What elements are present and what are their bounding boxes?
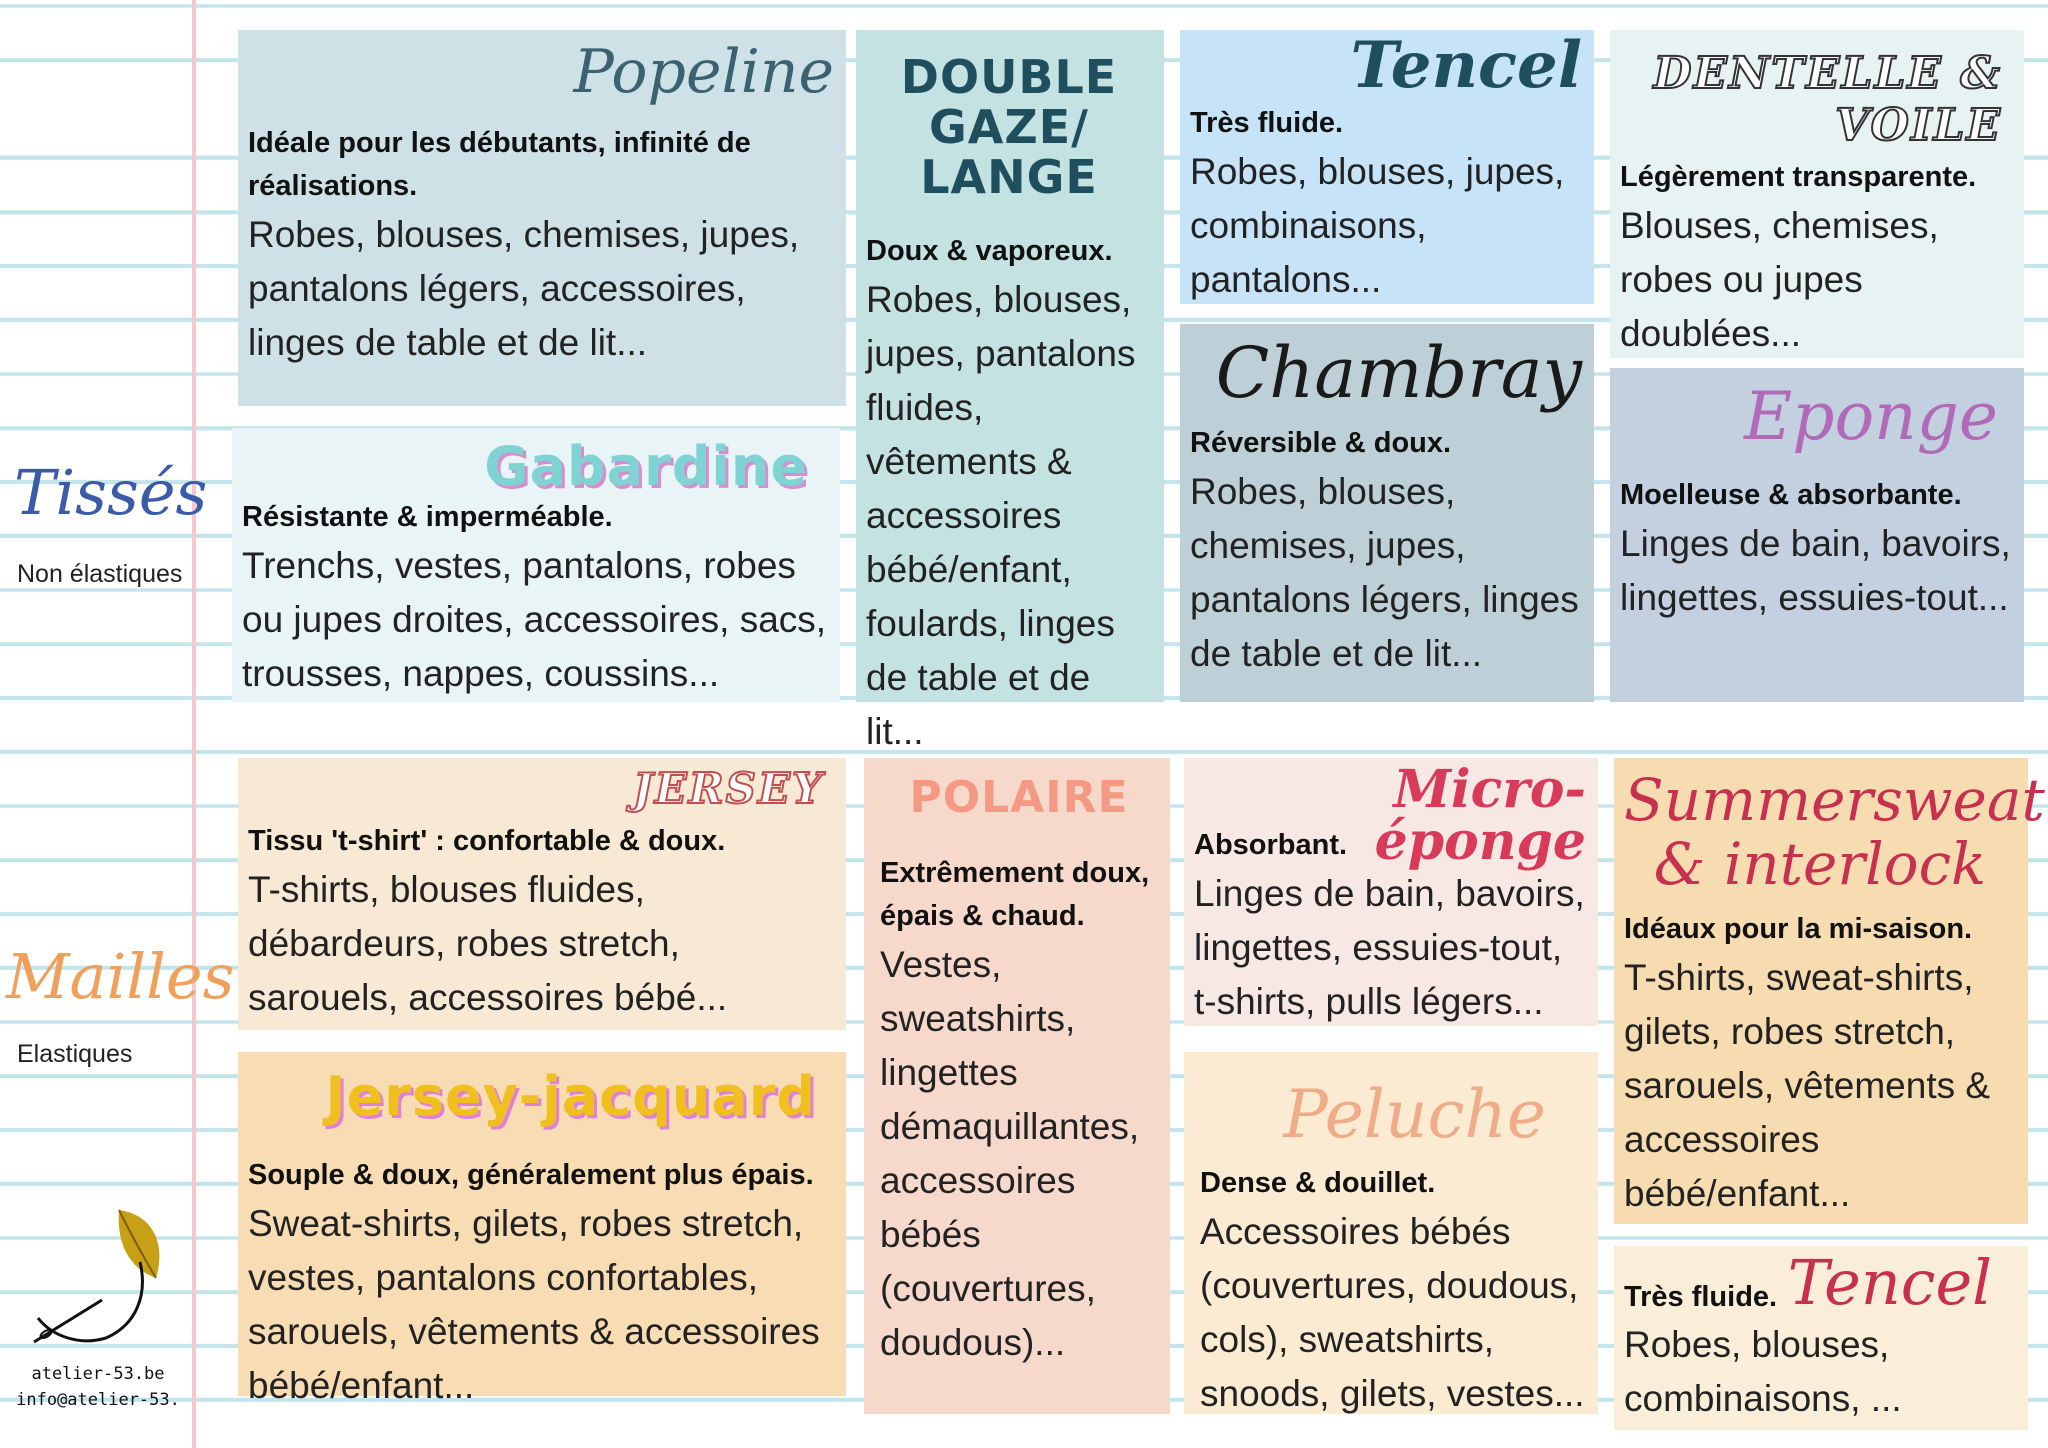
card-title: POLAIRE <box>909 772 1129 823</box>
card-title: Chambray <box>1215 332 1582 414</box>
category-subtitle-woven: Non élastiques <box>17 560 183 588</box>
card-description: Vestes, sweatshirts, lingettes démaquillantes, accessoires bébés (couvertures, doudous)... <box>880 944 1140 1363</box>
card-summersweat <box>1614 758 2045 1224</box>
card-subtitle: Réversible & doux. <box>1190 427 1452 459</box>
card-description: Robes, blouses, chemises, jupes, pantalons légers, linges de table et de lit... <box>1190 471 1579 674</box>
leaf-needle-icon <box>24 1200 174 1350</box>
card-jersey <box>238 758 846 1030</box>
card-subtitle: Dense & douillet. <box>1200 1167 1436 1199</box>
card-subtitle: Tissu 't-shirt' : confortable & doux. <box>248 825 726 857</box>
category-title-knit: Mailles <box>6 940 235 1013</box>
card-title: Tencel <box>1350 28 1582 103</box>
card-subtitle: Très fluide. <box>1624 1281 1778 1313</box>
card-title: DOUBLE GAZE/ LANGE <box>900 50 1118 204</box>
card-eponge <box>1610 368 2024 702</box>
card-title: Micro-éponge <box>1374 759 1586 872</box>
card-title: JERSEY <box>632 764 824 813</box>
card-double-gaze <box>856 30 1164 752</box>
card-tencel-knit <box>1614 1246 2028 1430</box>
card-subtitle: Extrêmement doux, épais & chaud. <box>880 857 1150 932</box>
card-description: Robes, blouses, combinaisons, ... <box>1624 1324 1902 1419</box>
card-description: Linges de bain, bavoirs, lingettes, essuies-tout... <box>1620 523 2011 618</box>
category-title-woven: Tissés <box>14 456 208 529</box>
card-peluche <box>1184 1052 1598 1414</box>
card-subtitle: Idéale pour les débutants, infinité de réalisations. <box>248 127 751 202</box>
card-subtitle: Doux & vaporeux. <box>866 235 1113 267</box>
card-polaire <box>864 758 1170 1414</box>
card-subtitle: Moelleuse & absorbante. <box>1620 479 1962 511</box>
card-subtitle: Idéaux pour la mi-saison. <box>1624 913 1973 945</box>
card-description: T-shirts, sweat-shirts, gilets, robes stretch, sarouels, vêtements & accessoires bébé/enfant... <box>1624 957 1991 1214</box>
card-jersey-jacquard <box>238 1052 846 1406</box>
card-micro-eponge <box>1184 758 1598 1026</box>
card-description: Accessoires bébés (couvertures, doudous, cols), sweatshirts, snoods, gilets, vestes... <box>1200 1211 1585 1414</box>
card-subtitle: Souple & doux, généralement plus épais. <box>248 1159 814 1191</box>
card-description: Robes, blouses, chemises, jupes, pantalons légers, accessoires, linges de table et de lit... <box>248 214 800 363</box>
card-popeline <box>238 30 846 406</box>
card-subtitle: Très fluide. <box>1190 107 1344 139</box>
card-description: Linges de bain, bavoirs, lingettes, essuies-tout, t-shirts, pulls légers... <box>1194 873 1585 1022</box>
card-title: Popeline <box>573 37 834 107</box>
email-text: info@atelier-53. <box>16 1390 180 1410</box>
card-title: Eponge <box>1744 378 1998 455</box>
card-title: Peluche <box>1283 1076 1546 1153</box>
card-gabardine <box>232 428 840 702</box>
category-subtitle-knit: Elastiques <box>17 1040 133 1068</box>
card-title: Jersey-jacquard <box>325 1065 816 1128</box>
card-subtitle: Légèrement transparente. <box>1620 161 1977 193</box>
card-title: Gabardine <box>484 435 808 498</box>
card-subtitle: Absorbant. <box>1194 829 1348 861</box>
card-description: Trenchs, vestes, pantalons, robes ou jupes droites, accessoires, sacs, trousses, nappes, coussins... <box>242 545 827 694</box>
card-title: Summersweat & interlock <box>1624 766 2045 898</box>
website-text: atelier-53.be <box>31 1364 165 1384</box>
card-subtitle: Résistante & imperméable. <box>242 501 613 533</box>
card-dentelle <box>1610 30 2024 358</box>
card-title: Tencel <box>1787 1246 1992 1319</box>
card-description: Robes, blouses, jupes, pantalons fluides, vêtements & accessoires bébé/enfant, foulards, linges de table et de lit... <box>866 279 1136 752</box>
card-chambray <box>1180 324 1594 702</box>
card-description: T-shirts, blouses fluides, débardeurs, robes stretch, sarouels, accessoires bébé... <box>248 869 728 1018</box>
card-tencel-woven <box>1180 30 1594 304</box>
card-description: Blouses, chemises, robes ou jupes doublées... <box>1620 205 1939 354</box>
card-description: Robes, blouses, jupes, combinaisons, pantalons... <box>1190 151 1565 300</box>
card-title: DENTELLE & VOILE <box>1653 48 2002 151</box>
card-description: Sweat-shirts, gilets, robes stretch, vestes, pantalons confortables, sarouels, vêtements & accessoires bébé/enfant... <box>248 1203 820 1406</box>
